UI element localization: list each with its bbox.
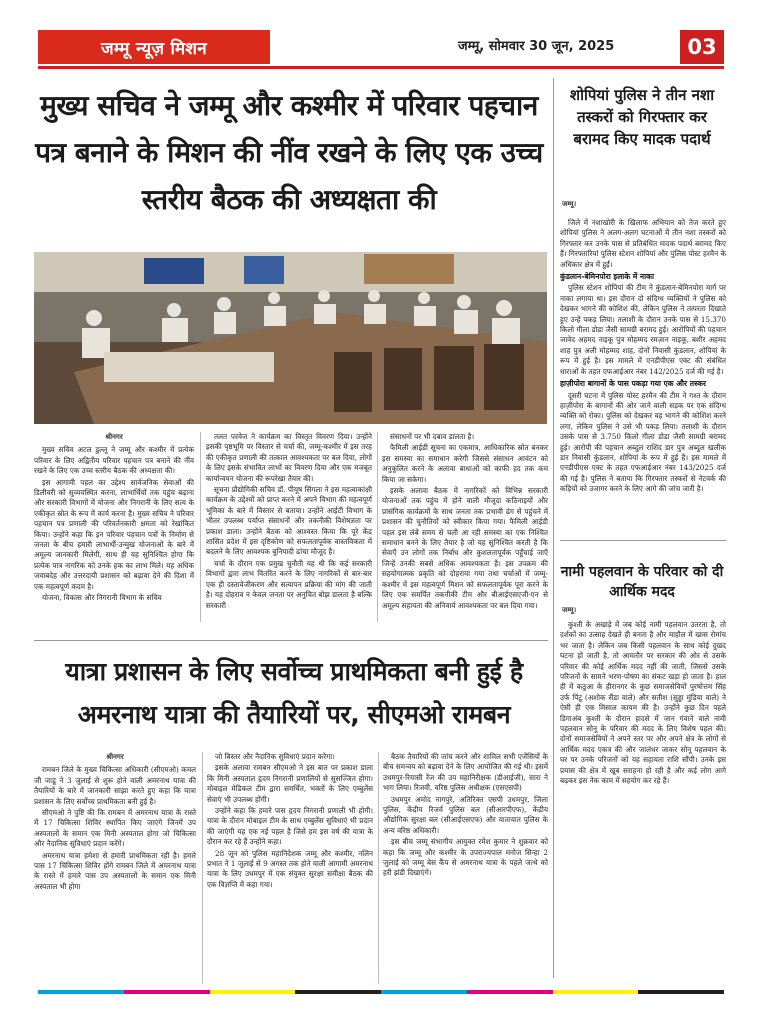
lead-col-1 xyxy=(34,432,194,622)
side-divider xyxy=(560,540,726,541)
issue-date: जम्मू, सोमवार 30 जून, 2025 xyxy=(458,39,615,54)
lead-col2-para: सूचना प्रौद्योगिकी सचिव डॉ. पीयूष सिंगला ने इस महत्वाकांक्षी कार्यक्रम के उद्देश्यों को प्राप्त करने में अपने विभाग की महत्वपूर्ण भूमिका के बारे में विस्तार से बताया। उन्होंने आईटी विभाग के भीतर उपलब्ध पर्याप्त संसाधनों और तकनीकी विशेषज्ञता पर प्रकाश डाला। उन्होंने बैठक को आश्वस्त किया कि पूरे केंद्र शासित प्रदेश में इस दृष्टिकोण को सफलतापूर्वक वास्तविकता में बदलने के लिए आवश्यक बुनियादी ढांचा मौजूद है। xyxy=(206,485,372,557)
second-dateline: श्रीनगर xyxy=(106,753,124,761)
second-col3-para: इस बीच जम्मू संभागीय आयुक्त रमेश कुमार ने शुक्रवार को कहा कि जम्मू और कश्मीर के उपराज्यपाल मनोज सिन्हा 2 जुलाई को जम्मू बेस कैंप से अमरनाथ यात्रा के पहले जत्थे को हरी झंडी दिखाएंगे। xyxy=(383,837,548,878)
side1-headline: शोपियां पुलिस ने तीन नशा तस्करों को गिरफ्तार कर बरामद किए मादक पदार्थ xyxy=(569,86,715,148)
section-divider xyxy=(34,640,548,641)
second-col-2 xyxy=(207,752,373,984)
second-col-3 xyxy=(383,752,548,984)
side2-place: जम्मू। xyxy=(562,606,577,614)
second-col3-para: बैठक तैयारियों की जांच करने और शामिल सभी एजेंसियों के बीच समन्वय को बढ़ावा देने के लिए आयोजित की गई थी। इसमें उधमपुर-रियासी रेंज की उप महानिरीक्षक (डीआईजी), सारा ने भाग लिया। रिजवी, वरिष्ठ पुलिस अधीक्षक (एसएसपी) xyxy=(383,752,548,793)
meeting-photo xyxy=(34,252,547,424)
lead-col1-para: मुख्य सचिव अटल डुल्लू ने जम्मू और कश्मीर में प्रत्येक परिवार के लिए अद्वितीय परिवार पहचान पत्र बनाने की नींव रखने के लिए एक उच्च स्तरीय बैठक की अध्यक्षता की। xyxy=(34,445,194,476)
lead-col1-para: इस आगामी पहल का उद्देश्य सार्वजनिक सेवाओं की डिलीवरी को सुव्यवस्थित करना, लाभार्थियों तक पहुंच बढ़ाना और सरकारी विभागों में योजना और निगरानी के लिए सत्य के एकीकृत स्रोत के रूप में कार्य करना है। मुख्य सचिव ने परिवार पहचान पत्र प्रणाली की परिवर्तनकारी क्षमता को रेखांकित किया। उन्होंने कहा कि इन परिवार पहचान पत्रों के निर्माण से जनता के बीच हमारी लाभार्थी-उन्मुख योजनाओं के बारे में अमूल्य जानकारी मिलेगी, साथ ही यह सुनिश्चित होगा कि प्रत्येक पात्र नागरिक को उनके हक का लाभ मिले। यह अधिक जवाबदेह और उत्तरदायी प्रशासन को बढ़ावा देने की दिशा में एक महत्वपूर्ण कदम है। xyxy=(34,477,194,591)
side1-subhead: हाज़ीपोरा बागानों के पास पकड़ा गया एक और तस्कर xyxy=(560,379,707,389)
side2-body xyxy=(560,620,726,980)
side1-para: जिले में नशाखोरी के खिलाफ अभियान को तेज करते हुए शोपियां पुलिस ने अलग-अलग घटनाओं में तीन नशा तस्करों को गिरफ्तार कर उनके पास से प्रतिबंधित मादक पदार्थ बरामद किए हैं। गिरफ्तारियां पुलिस स्टेशन शोपियां और पुलिस पोस्ट हरमैन के अधिकार क्षेत्र में हुईं। xyxy=(560,218,726,269)
second-headline: यात्रा प्रशासन के लिए सर्वोच्च प्राथमिकता बनी हुई है अमरनाथ यात्रा की तैयारियों पर, सीएमओ रामबन xyxy=(65,657,523,729)
second-col3-para: उधमपुर अमोद नागपुरे, अतिरिक्त एसपी उधमपुर, जिला पुलिस, केंद्रीय रिजर्व पुलिस बल (सीआरपीएफ), केंद्रीय औद्योगिक सुरक्षा बल (सीआईएसएफ) और यातायात पुलिस के अन्य वरिष्ठ अधिकारी। xyxy=(383,794,548,835)
second-col1-para: अमरनाथ यात्रा हमेशा से हमारी प्राथमिकता रही है। हमारे पास 17 चिकित्सा शिविर होंगे रामबन जिले में अमरनाथ यात्रा के रास्ते में हमारे पास उप अस्पतालों के समान एक मिनी अस्पताल भी होगा xyxy=(34,850,196,891)
lead-col-3 xyxy=(382,432,548,622)
page-number: 03 xyxy=(680,30,724,64)
lead-col3-para: संसाधनों पर भी दबाव डालता है। xyxy=(390,432,475,441)
lead-col2-para: चर्चा के दौरान एक प्रमुख चुनौती यह थी कि कई सरकारी विभागों द्वारा लाभ वितरित करने के लिए नागरिकों से बार-बार एक ही दस्तावेजीकरण और सत्यापन प्रक्रिया की मांग की जाती है। यह दोहराव न केवल जनता पर अनुचित बोझ डालता है बल्कि सरकारी xyxy=(206,558,372,610)
second-col1-para: सीएमओ ने पुष्टि की कि रामबन में अमरनाथ यात्रा के रास्ते में 17 चिकित्सा शिविर स्थापित किए जाएंगे जिनमें उप अस्पतालों के समान एक मिनी अस्पताल होगा जो चिकित्सा और नैदानिक सुविधाएं प्रदान करेंगे। xyxy=(34,808,196,849)
column-rule xyxy=(202,752,203,984)
side1-para: दूसरी घटना में पुलिस पोस्ट हरमैन की टीम ने गश्त के दौरान हाज़ीपोरा के बागानों की ओर जाने वाली सड़क पर एक संदिग्ध व्यक्ति को रोका। पुलिस को देखकर वह भागने की कोशिश करने लगा, लेकिन पुलिस ने उसे भी पकड़ लिया। तलाशी के दौरान उसके पास से 3.750 किलो गीला डोडा जैसी सामग्री बरामद हुई। आरोपी की पहचान अब्दुल राशिद डार पुत्र अब्दुल खलीक डार निवासी कुंडलान, शोपियां के रूप में हुई है। इस मामले में एनडीपीएस एक्ट के तहत एफआईआर नंबर 143/2025 दर्ज की गई है। पुलिस ने बताया कि गिरफ्तार तस्करों से नेटवर्क की कड़ियों को उजागर करने के लिए आगे की जांच जारी है। xyxy=(560,390,726,494)
masthead: जम्मू न्यूज़ मिशन xyxy=(38,30,270,64)
column-rule xyxy=(200,432,201,622)
side1-subhead: कुंडलान-बेमिनपोरा इलाके में नाका xyxy=(560,272,654,282)
header-rule xyxy=(38,66,724,69)
column-rule xyxy=(377,432,378,622)
second-col2-para: उन्होंने कहा कि हमारे पास हृदय निगरानी प्रणाली भी होगी। यात्रा के दौरान मोबाइल टीम के साथ एम्बुलेंस सुविधाएं भी प्रदान की जाएंगी यह एक नई पहल है जिसे हम इस वर्ष की यात्रा के दौरान कर रहे हैं उन्होंने कहा। xyxy=(207,806,373,847)
second-col2-para: जो बिस्तर और नैदानिक सुविधाएं प्रदान करेगा। xyxy=(215,752,335,761)
lead-col1-para: योजना, विकास और निगरानी विभाग के सचिव xyxy=(42,593,162,603)
side2-headline: नामी पहलवान के परिवार को दी आर्थिक मदद xyxy=(560,564,724,600)
second-col-1 xyxy=(34,752,196,984)
second-col1-para: रामबन जिले के मुख्य चिकित्सा अधिकारी (सीएमओ) कमल जी जाडू ने 3 जुलाई से शुरू होने वाली अमरनाथ यात्रा की तैयारियों के बारे में जानकारी साझा करते हुए कहा कि यात्रा प्रशासन के लिए सर्वोच्च प्राथमिकता बनी हुई है। xyxy=(34,765,196,806)
second-col2-para: इसके अलावा रामबन सीएमओ ने इस बात पर प्रकाश डाला कि मिनी अस्पताल हृदय निगरानी प्रणालियों से सुसज्जित होगा। मोबाइल मेडिकल टीम द्वारा समर्थित, भक्तों के लिए एम्बुलेंस सेवाएं भी उपलब्ध होंगी। xyxy=(207,763,373,804)
lead-col3-para: इसके अलावा बैठक में नागरिकों को विभिन्न सरकारी योजनाओं तक पहुंच में होने वाली मौजूदा कठिनाइयों और प्रासंगिक कार्यक्रमों के साथ जनता तक प्रभावी ढंग से पहुंचने में प्रशासन की चुनौतियों को स्वीकार किया गया। फैमिली आईडी पहल इस लंबे समय से चली आ रही समस्या का एक निश्चित समाधान बनने के लिए तैयार है जो यह सुनिश्चित करती है कि सेवाएँ उन लोगों तक निर्बाध और कुशलतापूर्वक पहुँचाई जाएँ जिन्हें उनकी सबसे अधिक आवश्यकता है। इस उपक्रम की सहयोगात्मक प्रकृति को दोहराया गया तथा चर्चाओं में जम्मू-कश्मीर में इस महत्वपूर्ण मिशन को सफलतापूर्वक पूरा करने के लिए एक समर्पित तकनीकी टीम और बीआईएसएजी-एन से अमूल्य सहायता की अनिवार्य आवश्यकता पर बल दिया गया। xyxy=(382,486,548,610)
side2-para: कुश्ती के अखाड़े में जब कोई नामी पहलवान उतरता है, तो दर्शकों का उत्साह देखते ही बनता है और माहौल में खास रोमांच भर जाता है। लेकिन जब किसी पहलवान के साथ कोई दुखद घटना हो जाती है, तो आमतौर पर सरकार की ओर से उसके परिवार की कोई आर्थिक मदद नहीं की जाती, जिससे उसके परिजनों के सामने भरण-पोषण का संकट खड़ा हो जाता है। हाल ही में कठुआ के हीरानगर के कुछ समाजसेवियों पुरषोत्तम सिंह उर्फ पिंटू (अशोक सैंडा वाले) और सतीश (सुड्डा मुंडिया वाले) ने ऐसी ही एक मिसाल कायम की है। उन्होंने कुछ दिन पहले डिगाअंब कुश्ती के दौरान हादसे में जान गंवाने वाले नामी पहलवान सोनू के परिवार की मदद के लिए विशेष पहल की। दोनों समाजसेवियों ने अपने स्तर पर और अपने क्षेत्र के लोगों से आर्थिक मदद एकत्र की और जालंधर जाकर सोनू पहलवान के घर पर उनके परिजनों को यह सहायता राशि सौंपी। उनके इस प्रयास की क्षेत्र में खूब सराहना हो रही है और कई लोग आगे बढ़कर इस नेक काम में सहयोग कर रहे हैं। xyxy=(560,620,726,786)
side1-place: जम्मू। xyxy=(562,200,577,208)
section-rule xyxy=(553,78,554,978)
lead-col2-para: तलत परवेज ने कार्यक्रम का विस्तृत विवरण दिया। उन्होंने इसकी पृष्ठभूमि पर विस्तार से चर्चा की, जम्मू-कश्मीर में इस तरह की एकीकृत प्रणाली की तत्काल आवश्यकता पर बल दिया, लोगों के लिए इसके संभावित लाभों का विवरण दिया और एक मजबूत कार्यान्वयन योजना की रूपरेखा तैयार की। xyxy=(206,432,372,483)
side1-body xyxy=(560,218,726,536)
lead-headline: मुख्य सचिव ने जम्मू और कश्मीर में परिवार पहचान पत्र बनाने के मिशन की नींव रखने के लिए एक उच्च स्तरीय बैठक की अध्यक्षता की xyxy=(35,89,543,216)
lead-col-2 xyxy=(206,432,372,622)
lead-dateline: श्रीनगर xyxy=(105,433,123,441)
side1-para: पुलिस स्टेशन शोपियां की टीम ने कुंडलान-बेमिनपोरा मार्ग पर नाका लगाया था। इस दौरान दो संदिग्ध व्यक्तियों ने पुलिस को देखकर भागने की कोशिश की, लेकिन पुलिस ने तत्परता दिखाते हुए उन्हें पकड़ लिया। तलाशी के दौरान उनके पास से 15.370 किलो गीला डोडा जैसी सामग्री बरामद हुई। आरोपियों की पहचान जावेद अहमद नाइकू पुत्र मोहम्मद रमज़ान नाइकू, बशीर अहमद शाह पुत्र अली मोहम्मद शाह, दोनों निवासी कुंडलान, शोपियां के रूप में हुई है। इस मामले में एनडीपीएस एक्ट की संबंधित धाराओं के तहत एफआईआर नंबर 142/2025 दर्ज की गई है। xyxy=(560,283,726,376)
print-color-bar xyxy=(38,990,724,994)
second-col2-para: 28 जून को पुलिस महानिदेशक जम्मू और कश्मीर, नलिन प्रभात ने 1 जुलाई से 9 अगस्त तक होने वाली आगामी अमरनाथ यात्रा के लिए उधमपुर में एक संयुक्त सुरक्षा समीक्षा बैठक की एक विज्ञप्ति में कहा गया। xyxy=(207,848,373,889)
column-rule xyxy=(378,752,379,984)
lead-col3-para: फैमिली आईडी सूचना का एकमात्र, आधिकारिक स्रोत बनकर इस समस्या का समाधान करेगी जिससे संसाधन आवंटन को अनुकूलित करने के अलावा बाधाओं को काफी हद तक कम किया जा सकेगा। xyxy=(382,443,548,484)
